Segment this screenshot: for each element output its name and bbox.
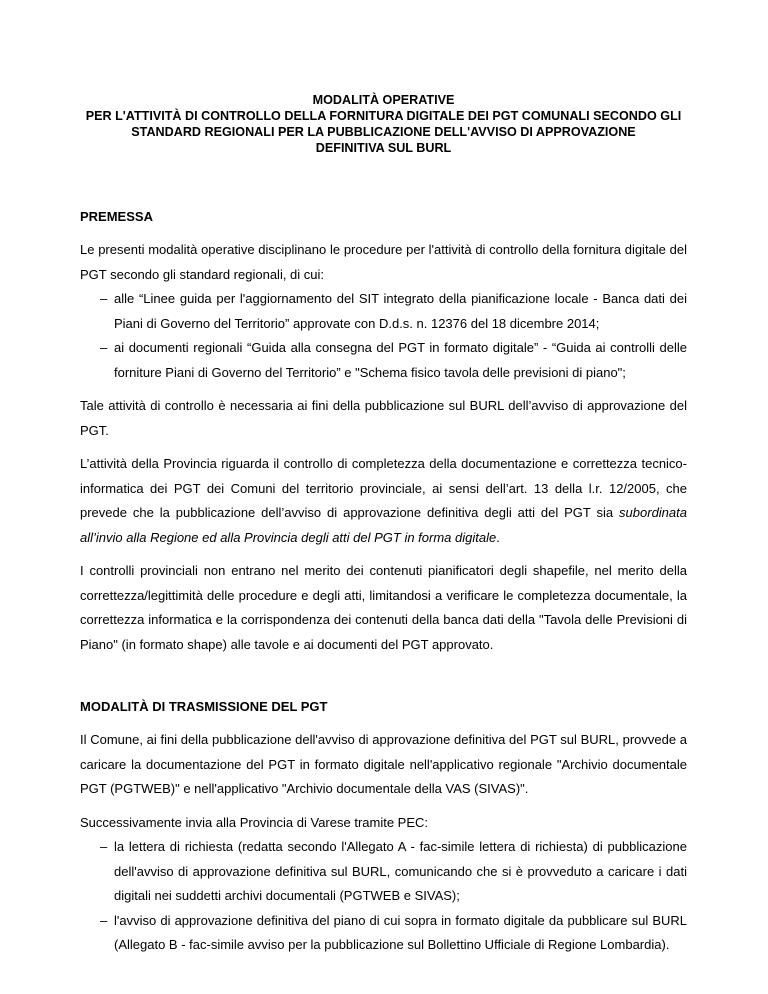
premessa-list <box>80 287 687 385</box>
dash-bullet: – <box>100 340 108 355</box>
document-title <box>80 92 687 156</box>
premessa-heading: PREMESSA <box>80 209 153 224</box>
list-item-text: alle “Linee guida per l'aggiornamento del SIT integrato della pianificazione locale - Banca dati dei Piani di Governo del Territorio” approvate con D.d.s. n. 12376 del 18 dicembre 2014; <box>114 291 687 331</box>
list-item <box>100 909 687 958</box>
trasmissione-heading: MODALITÀ DI TRASMISSIONE DEL PGT <box>80 699 328 714</box>
list-item-text: ai documenti regionali “Guida alla consegna del PGT in formato digitale” - “Guida ai controlli delle forniture Piani di Governo del Territorio” e "Schema fisico tavola delle previsioni di piano"; <box>114 340 687 380</box>
title-line-2: PER L'ATTIVITÀ DI CONTROLLO DELLA FORNITURA DIGITALE DEI PGT COMUNALI SECONDO GLI <box>85 109 682 123</box>
list-item-text: la lettera di richiesta (redatta secondo l'Allegato A - fac-simile lettera di richiesta) di pubblicazione dell'avviso di approvazione definitiva sul BURL, comunicando che si è provveduto a caricare i dati digitali nei suddetti archivi documentali (PGTWEB e SIVAS); <box>114 839 687 903</box>
list-item <box>100 336 687 385</box>
title-line-3: STANDARD REGIONALI PER LA PUBBLICAZIONE DELL'AVVISO DI APPROVAZIONE <box>131 125 636 139</box>
premessa-paragraph-3 <box>80 452 687 550</box>
title-line-1: MODALITÀ OPERATIVE <box>312 93 455 107</box>
section-trasmissione <box>80 697 687 958</box>
dash-bullet: – <box>100 839 108 854</box>
premessa-paragraph-4: I controlli provinciali non entrano nel merito dei contenuti pianificatori degli shapefile, nel merito della correttezza/legittimità delle procedure e degli atti, limitandosi a verificare le completezza documentale, la correttezza informatica e la corrispondenza dei contenuti della banca dati della "Tavola delle Previsioni di Piano" (in formato shape) alle tavole e ai documenti del PGT approvato. <box>80 563 687 652</box>
document-page <box>80 92 687 958</box>
dash-bullet: – <box>100 291 108 306</box>
list-item-text: l'avviso di approvazione definitiva del piano di cui sopra in formato digitale da pubblicare sul BURL (Allegato B - fac-simile avviso per la pubblicazione sul Bollettino Ufficiale di Regione Lombardia). <box>114 912 687 952</box>
trasmissione-paragraph-2: Successivamente invia alla Provincia di Varese tramite PEC: <box>80 814 429 830</box>
trasmissione-paragraph-1: Il Comune, ai fini della pubblicazione dell'avviso di approvazione definitiva del PGT sul BURL, provvede a caricare la documentazione del PGT in formato digitale nell'applicativo regionale "Archivio documentale PGT (PGTWEB)" e nell'applicativo "Archivio documentale della VAS (SIVAS)". <box>80 732 687 796</box>
title-line-4: DEFINITIVA SUL BURL <box>315 141 452 155</box>
section-premessa <box>80 207 687 657</box>
list-item <box>100 287 687 336</box>
dash-bullet: – <box>100 912 108 928</box>
list-item <box>100 835 687 909</box>
italic-text: subordinata all’invio alla Regione ed alla Provincia degli atti del PGT in forma digitale <box>80 505 687 545</box>
premessa-intro: Le presenti modalità operative disciplinano le procedure per l'attività di controllo della fornitura digitale del PGT secondo gli standard regionali, di cui: <box>80 242 687 282</box>
premessa-paragraph-2: Tale attività di controllo è necessaria ai fini della pubblicazione sul BURL dell’avviso di approvazione del PGT. <box>80 398 687 438</box>
trasmissione-list <box>80 835 687 958</box>
paragraph-text: L’attività della Provincia riguarda il controllo di completezza della documentazione e correttezza tecnico-informatica dei PGT dei Comuni del territorio provinciale, ai sensi dell’art. 13 della l.r. 12/2005, che prevede che la pubblicazione dell’avviso di approvazione definitiva degli atti del PGT sia <box>80 456 687 520</box>
paragraph-text: . <box>496 529 500 545</box>
